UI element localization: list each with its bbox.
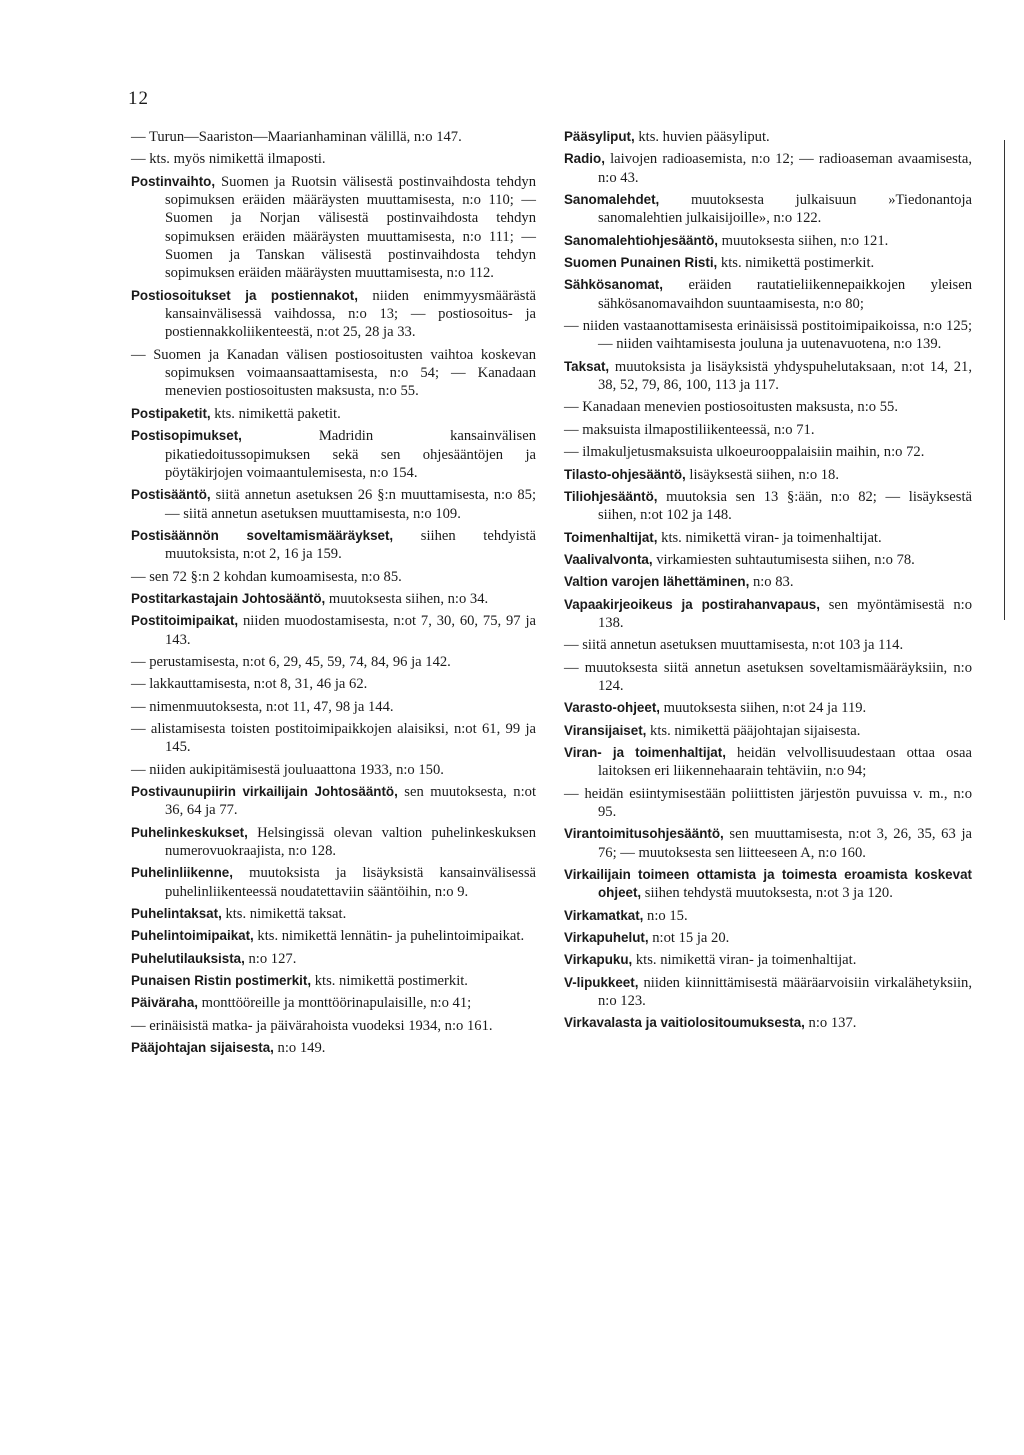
index-entry xyxy=(564,488,972,525)
left-column xyxy=(131,128,536,1061)
entry-heading: Taksat, xyxy=(564,358,610,374)
index-entry xyxy=(564,744,972,781)
entry-heading: Postipaketit, xyxy=(131,405,211,421)
index-entry xyxy=(564,825,972,862)
entry-heading: Radio, xyxy=(564,151,605,167)
entry-text: kts. huvien pääsyliput. xyxy=(634,129,770,145)
entry-text: sen muuttamisesta, n:ot 3, 26, 35, 63 ja 76; — muutoksesta sen liitteeseen A, n:o 160. xyxy=(598,826,972,861)
index-entry xyxy=(564,443,972,461)
entry-text: kts. nimikettä pääjohtajan sijaisesta. xyxy=(646,722,861,739)
index-entry xyxy=(131,1017,536,1035)
entry-heading: Päiväraha, xyxy=(131,995,198,1011)
entry-text: niiden muodostamisesta, n:ot 7, 30, 60, 75, 97 ja 143. xyxy=(165,613,536,648)
entry-heading: Sanomalehdet, xyxy=(564,192,660,208)
entry-text: kts. nimikettä postimerkit. xyxy=(717,255,875,272)
entry-heading: Virkailijain toimeen ottamista ja toimesta eroamista koskevat ohjeet, xyxy=(564,867,972,901)
entry-text: muutoksesta siihen, n:ot 24 ja 119. xyxy=(660,700,867,717)
entry-text: heidän velvollisuudestaan ottaa osaa laitoksen eri liikennehaarain tehtäviin, n:o 94; xyxy=(598,744,972,780)
entry-heading: Puhelinliikenne, xyxy=(131,865,233,881)
index-entry xyxy=(131,761,536,779)
entry-text: virkamiesten suhtautumisesta siihen, n:o 78. xyxy=(652,551,915,568)
entry-heading: Varasto-ohjeet, xyxy=(564,700,660,716)
entry-text: — lakkauttamisesta, n:ot 8, 31, 46 ja 62. xyxy=(131,676,368,693)
entry-heading: Tilasto-ohjesääntö, xyxy=(564,466,686,482)
right-column xyxy=(564,128,972,1037)
index-entry xyxy=(131,568,536,586)
index-entry xyxy=(131,173,536,283)
entry-text: — niiden vastaanottamisesta erinäisissä postitoimipaikoissa, n:o 125; — niiden vaihtamisesta jouluna ja uutenavuotena, n:o 139. xyxy=(564,318,972,353)
index-entry xyxy=(564,254,972,272)
entry-heading: Puhelutilauksista, xyxy=(131,950,245,966)
entry-text: n:o 137. xyxy=(804,1015,857,1032)
entry-heading: Virkamatkat, xyxy=(564,907,644,923)
index-entry xyxy=(131,994,536,1012)
index-entry xyxy=(564,398,972,416)
index-entry xyxy=(564,636,972,654)
entry-text: niiden kiinnittämisestä määräarvoisiin virkalähetyksiin, n:o 123. xyxy=(598,974,972,1010)
entry-text: muutoksesta julkaisuun »Tiedonantoja sanomalehtien julkaisijoille», n:o 122. xyxy=(598,192,972,227)
index-entry xyxy=(564,421,972,439)
entry-text: — niiden aukipitämisestä jouluaattona 1933, n:o 150. xyxy=(131,761,444,778)
entry-text: n:o 15. xyxy=(643,907,688,924)
entry-heading: Tiliohjesääntö, xyxy=(564,488,658,504)
index-entry xyxy=(131,128,536,146)
entry-text: — Turun—Saariston—Maarianhaminan välillä, n:o 147. xyxy=(131,129,462,145)
entry-heading: Punaisen Ristin postimerkit, xyxy=(131,973,312,989)
entry-text: — ilmakuljetusmaksuista ulkoeurooppalaisiin maihin, n:o 72. xyxy=(564,444,925,461)
index-entry xyxy=(564,951,972,969)
index-entry xyxy=(564,573,972,591)
entry-text: — alistamisesta toisten postitoimipaikkojen alaisiksi, n:ot 61, 99 ja 145. xyxy=(131,720,536,756)
entry-heading: Puhelintoimipaikat, xyxy=(131,928,254,944)
entry-text: siihen tehdystä muutoksesta, n:ot 3 ja 120. xyxy=(641,885,893,902)
entry-text: Madridin kansainvälisen pikatiedoitussopimuksen sekä sen ohjesääntöjen ja pöytäkirjojen voimaantulemisesta, n:o 154. xyxy=(165,428,536,481)
entry-heading: Postitarkastajain Johtosääntö, xyxy=(131,590,326,606)
index-entry xyxy=(131,346,536,401)
entry-heading: Postisääntö, xyxy=(131,487,211,503)
entry-text: kts. nimikettä postimerkit. xyxy=(311,973,468,990)
index-entry xyxy=(564,191,972,228)
index-entry xyxy=(131,720,536,757)
entry-text: muutoksesta siihen, n:o 34. xyxy=(325,590,489,607)
entry-text: — siitä annetun asetuksen muuttamisesta, n:ot 103 ja 114. xyxy=(564,637,904,654)
entry-text: muutoksesta siihen, n:o 121. xyxy=(718,232,889,249)
page-number: 12 xyxy=(128,88,149,109)
index-entry xyxy=(564,596,972,633)
entry-heading: Viran- ja toimenhaltijat, xyxy=(564,744,726,760)
index-entry xyxy=(131,150,536,168)
entry-heading: Postivaunupiirin virkailijain Johtosääntö, xyxy=(131,784,398,799)
index-entry xyxy=(564,659,972,696)
entry-text: kts. nimikettä viran- ja toimenhaltijat. xyxy=(657,529,882,546)
entry-text: — erinäisistä matka- ja päivärahoista vuodeksi 1934, n:o 161. xyxy=(131,1017,493,1034)
entry-heading: Postisäännön soveltamismääräykset, xyxy=(131,527,394,543)
entry-text: niiden enimmyysmäärästä kansainvälisessä vaihdossa, n:o 13; — postiosoitus- ja postiennakkoliikenteestä, n:ot 25, 28 ja 33. xyxy=(165,287,537,341)
entry-heading: Puhelintaksat, xyxy=(131,906,222,922)
entry-heading: Vapaakirjeoikeus ja postirahanvapaus, xyxy=(564,596,820,612)
index-entry xyxy=(131,675,536,693)
entry-heading: Postiosoitukset ja postiennakot, xyxy=(131,287,358,303)
entry-heading: Puhelinkeskukset, xyxy=(131,824,248,840)
entry-heading: Postisopimukset, xyxy=(131,428,242,444)
index-entry xyxy=(564,929,972,947)
entry-text: kts. nimikettä lennätin- ja puhelintoimipaikat. xyxy=(253,928,525,945)
index-entry xyxy=(564,699,972,717)
index-entry xyxy=(564,974,972,1011)
entry-heading: Virkapuku, xyxy=(564,952,633,968)
index-entry xyxy=(564,529,972,547)
index-entry xyxy=(131,287,536,342)
index-entry xyxy=(564,358,972,395)
index-entry xyxy=(131,427,536,482)
entry-heading: Postinvaihto, xyxy=(131,173,216,189)
entry-text: sen myöntämisestä n:o 138. xyxy=(598,596,972,631)
entry-text: — muutoksesta siitä annetun asetuksen soveltamismääräyksiin, n:o 124. xyxy=(564,659,972,694)
entry-text: — Suomen ja Kanadan välisen postiosoitusten vaihtoa koskevan sopimuksen voimaansaattamisesta, n:o 54; — Kanadaan menevien postiosoitusten maksusta, n:o 55. xyxy=(131,346,536,400)
index-entry xyxy=(564,232,972,250)
index-entry xyxy=(564,907,972,925)
entry-text: eräiden rautatieliikennepaikkojen yleisen sähkösanomavaihdon suuntaamisesta, n:o 80; xyxy=(598,277,972,312)
entry-text: — kts. myös nimikettä ilmaposti. xyxy=(131,151,326,168)
entry-text: siihen tehdyistä muutoksista, n:ot 2, 16 ja 159. xyxy=(165,527,536,563)
entry-text: Helsingissä olevan valtion puhelinkeskuksen numerovuokraajista, n:o 128. xyxy=(165,824,536,860)
entry-text: siitä annetun asetuksen 26 §:n muuttamisesta, n:o 85; — siitä annetun asetuksen muuttamisesta, n:o 109. xyxy=(165,487,536,522)
entry-heading: Vaalivalvonta, xyxy=(564,551,653,567)
index-entry xyxy=(131,527,536,564)
entry-text: — Kanadaan menevien postiosoitusten maksusta, n:o 55. xyxy=(564,399,898,416)
index-entry xyxy=(564,128,972,146)
entry-text: kts. nimikettä paketit. xyxy=(210,405,341,422)
entry-text: muutoksista ja lisäyksistä kansainvälisessä puhelinliikenteessä noudatettaviin sääntöihin, n:o 9. xyxy=(165,865,536,900)
entry-text: — perustamisesta, n:ot 6, 29, 45, 59, 74, 84, 96 ja 142. xyxy=(131,653,451,670)
index-entry xyxy=(131,698,536,716)
index-entry xyxy=(131,486,536,523)
entry-text: muutoksista ja lisäyksistä yhdyspuhelutaksaan, n:ot 14, 21, 38, 52, 79, 86, 100, 113 ja 117. xyxy=(598,358,972,394)
entry-text: kts. nimikettä taksat. xyxy=(221,906,347,923)
index-entry xyxy=(564,551,972,569)
entry-text: n:o 149. xyxy=(273,1040,326,1057)
index-entry xyxy=(564,276,972,313)
entry-text: monttööreille ja monttöörinapulaisille, n:o 41; xyxy=(198,995,472,1012)
entry-text: — heidän esiintymisestään poliittisten järjestön puvuissa v. m., n:o 95. xyxy=(564,785,972,820)
index-entry xyxy=(131,653,536,671)
column-edge-rule xyxy=(1004,140,1005,620)
entry-text: Suomen ja Ruotsin välisestä postinvaihdosta tehdyn sopimuksen eräiden määräysten muuttamisesta, n:o 110; — Suomen ja Norjan välisestä postinvaihdosta tehdyn sopimuksen eräiden määräysten muuttamisesta, n:o 111; — Suomen ja Tanskan välisestä postinvaihdosta tehdyn sopimuksen eräiden määräysten muuttamisesta, n:o 112. xyxy=(165,173,536,282)
entry-heading: Sähkösanomat, xyxy=(564,277,663,293)
entry-heading: Viransijaiset, xyxy=(564,722,647,738)
index-entry xyxy=(131,405,536,423)
index-entry xyxy=(564,150,972,187)
entry-heading: Virantoimitusohjesääntö, xyxy=(564,826,724,842)
entry-text: muutoksia sen 13 §:ään, n:o 82; — lisäyksestä siihen, n:ot 102 ja 148. xyxy=(598,488,972,524)
index-entry xyxy=(131,905,536,923)
entry-heading: Postitoimipaikat, xyxy=(131,613,239,629)
index-entry xyxy=(131,824,536,861)
index-entry xyxy=(564,1014,972,1032)
entry-heading: Virkapuhelut, xyxy=(564,930,649,946)
entry-heading: V-lipukkeet, xyxy=(564,974,639,990)
index-entry xyxy=(131,612,536,649)
index-entry xyxy=(131,972,536,990)
entry-heading: Virkavalasta ja vaitiolositoumuksesta, xyxy=(564,1015,805,1031)
entry-text: sen muutoksesta, n:ot 36, 64 ja 77. xyxy=(165,784,537,819)
index-entry xyxy=(131,950,536,968)
index-entry xyxy=(564,722,972,740)
entry-heading: Valtion varojen lähettäminen, xyxy=(564,574,750,590)
entry-text: n:o 83. xyxy=(749,574,794,591)
index-entry xyxy=(564,317,972,354)
entry-heading: Pääsyliput, xyxy=(564,129,635,144)
index-entry xyxy=(131,927,536,945)
entry-text: — maksuista ilmapostiliikenteessä, n:o 71. xyxy=(564,421,815,438)
entry-text: laivojen radioasemista, n:o 12; — radioaseman avaamisesta, n:o 43. xyxy=(598,151,972,186)
entry-text: n:o 127. xyxy=(244,950,297,967)
entry-text: — sen 72 §:n 2 kohdan kumoamisesta, n:o 85. xyxy=(131,568,402,585)
index-entry xyxy=(131,864,536,901)
index-entry xyxy=(564,466,972,484)
entry-text: kts. nimikettä viran- ja toimenhaltijat. xyxy=(632,952,857,969)
entry-text: n:ot 15 ja 20. xyxy=(648,930,730,947)
index-entry xyxy=(131,1039,536,1057)
entry-text: — nimenmuutoksesta, n:ot 11, 47, 98 ja 144. xyxy=(131,698,394,715)
entry-heading: Toimenhaltijat, xyxy=(564,529,658,545)
index-entry xyxy=(131,590,536,608)
entry-heading: Suomen Punainen Risti, xyxy=(564,255,718,271)
entry-heading: Sanomalehtiohjesääntö, xyxy=(564,232,719,248)
entry-text: lisäyksestä siihen, n:o 18. xyxy=(685,466,840,483)
entry-heading: Pääjohtajan sijaisesta, xyxy=(131,1040,274,1056)
index-entry xyxy=(131,783,536,820)
index-entry xyxy=(564,866,972,903)
index-entry xyxy=(564,785,972,822)
